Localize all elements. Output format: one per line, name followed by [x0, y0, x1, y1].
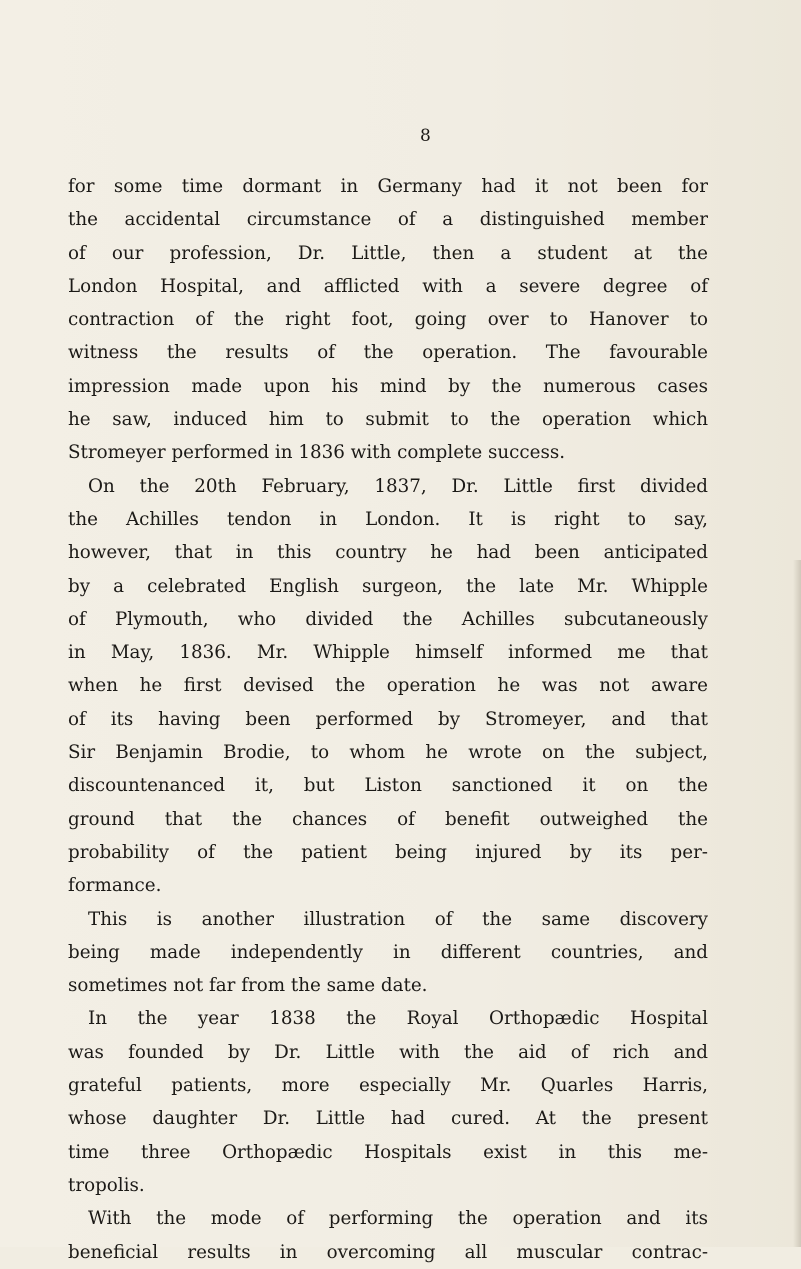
text-line: impression made upon his mind by the numerous cases [68, 375, 708, 397]
body-text [68, 170, 708, 1269]
text-line: probability of the patient being injured by its per- [68, 841, 708, 863]
text-line: tropolis. [68, 1174, 145, 1196]
text-line: of Plymouth, who divided the Achilles subcutaneously [68, 608, 708, 630]
text-line: London Hospital, and afflicted with a severe degree of [68, 275, 708, 297]
text-line: when he first devised the operation he was not aware [68, 675, 708, 697]
text-line: ground that the chances of benefit outweighed the [68, 808, 708, 830]
text-line: whose daughter Dr. Little had cured. At the present [68, 1108, 708, 1130]
text-line: being made independently in different countries, and [68, 941, 708, 963]
text-line: of its having been performed by Stromeyer, and that [68, 708, 708, 730]
text-line: sometimes not far from the same date. [68, 975, 428, 997]
text-line: the accidental circumstance of a distinguished member [68, 209, 708, 231]
text-line: witness the results of the operation. The favourable [68, 342, 708, 364]
text-line: Sir Benjamin Brodie, to whom he wrote on the subject, [68, 742, 708, 764]
text-line: discountenanced it, but Liston sanctioned it on the [68, 775, 708, 797]
text-line: grateful patients, more especially Mr. Quarles Harris, [68, 1075, 708, 1097]
text-line: This is another illustration of the same discovery [88, 908, 708, 930]
text-line: formance. [68, 875, 162, 897]
text-line: time three Orthopædic Hospitals exist in this me- [68, 1141, 708, 1163]
text-line: he saw, induced him to submit to the operation which [68, 409, 708, 431]
text-line: contraction of the right foot, going over to Hanover to [68, 309, 708, 331]
text-line: however, that in this country he had been anticipated [68, 542, 708, 564]
text-line: beneficial results in overcoming all muscular contrac- [68, 1241, 708, 1263]
page-edge-shadow [793, 560, 801, 1247]
text-line: was founded by Dr. Little with the aid of rich and [68, 1041, 708, 1063]
text-line: In the year 1838 the Royal Orthopædic Hospital [88, 1008, 708, 1030]
page-number: 8 [420, 126, 431, 146]
text-line: the Achilles tendon in London. It is right to say, [68, 508, 708, 530]
text-line: On the 20th February, 1837, Dr. Little first divided [88, 475, 708, 497]
text-line: Stromeyer performed in 1836 with complete success. [68, 442, 566, 464]
text-line: by a celebrated English surgeon, the late Mr. Whipple [68, 575, 708, 597]
text-line: With the mode of performing the operation and its [88, 1208, 708, 1230]
text-line: in May, 1836. Mr. Whipple himself informed me that [68, 642, 708, 664]
text-line: of our profession, Dr. Little, then a student at the [68, 242, 708, 264]
text-line: for some time dormant in Germany had it not been for [68, 176, 708, 197]
